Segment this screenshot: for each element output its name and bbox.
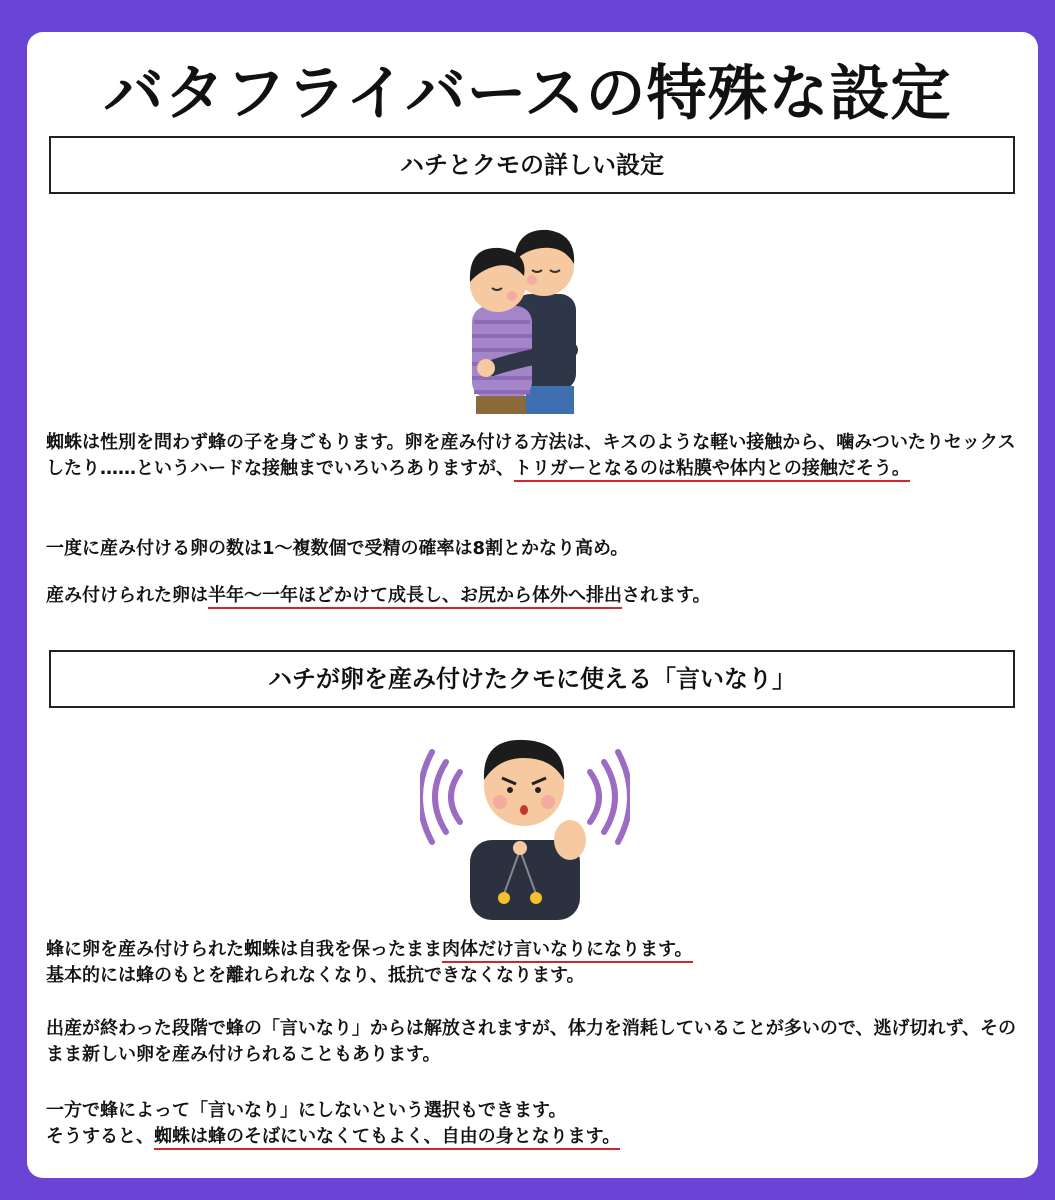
section-heading-1: ハチとクモの詳しい設定	[49, 136, 1015, 194]
hypnotist-icon	[420, 722, 630, 922]
section1-paragraph-1-text: 蜘蛛は性別を問わず蜂の子を身ごもります。卵を産み付ける方法は、キスのような軽い接触から、噛みついたりセックスしたり……というハードな接触までいろいろありますが、	[46, 432, 1016, 479]
section2-paragraph-3-text: 一方で蜂によって「言いなり」にしないという選択もできます。 そうすると、	[46, 1100, 567, 1147]
section1-paragraph-3	[46, 583, 1026, 609]
section1-paragraph-3-text: 産み付けられた卵は	[46, 585, 208, 606]
section2-paragraph-3-highlight: 蜘蛛は蜂のそばにいなくてもよく、自由の身となります。	[154, 1126, 620, 1150]
page-title: バタフライバースの特殊な設定	[103, 59, 952, 129]
section-heading-2: ハチが卵を産み付けたクモに使える「言いなり」	[49, 650, 1015, 708]
section1-paragraph-1	[46, 430, 1026, 482]
section1-paragraph-2: 一度に産み付ける卵の数は1〜複数個で受精の確率は8割とかなり高め。	[46, 538, 629, 559]
section2-paragraph-1-tail: 基本的には蜂のもとを離れられなくなり、抵抗できなくなります。	[46, 965, 585, 986]
section2-paragraph-2: 出産が終わった段階で蜂の「言いなり」からは解放されますが、体力を消耗していることが多いので、逃げ切れず、そのまま新しい卵を産み付けられることもあります。	[46, 1018, 1017, 1065]
section1-paragraph-1-highlight: トリガーとなるのは粘膜や体内との接触だそう。	[514, 458, 910, 482]
section1-paragraph-3-highlight: 半年〜一年ほどかけて成長し、お尻から体外へ排出	[208, 585, 622, 609]
section2-paragraph-1-highlight: 肉体だけ言いなりになります。	[442, 939, 693, 963]
section2-paragraph-1	[46, 937, 1026, 989]
hugging-couple-icon	[452, 218, 592, 418]
section2-paragraph-1-text: 蜂に卵を産み付けられた蜘蛛は自我を保ったまま	[46, 939, 442, 960]
section2-paragraph-3	[46, 1098, 1026, 1150]
section1-paragraph-3-tail: されます。	[622, 585, 711, 606]
